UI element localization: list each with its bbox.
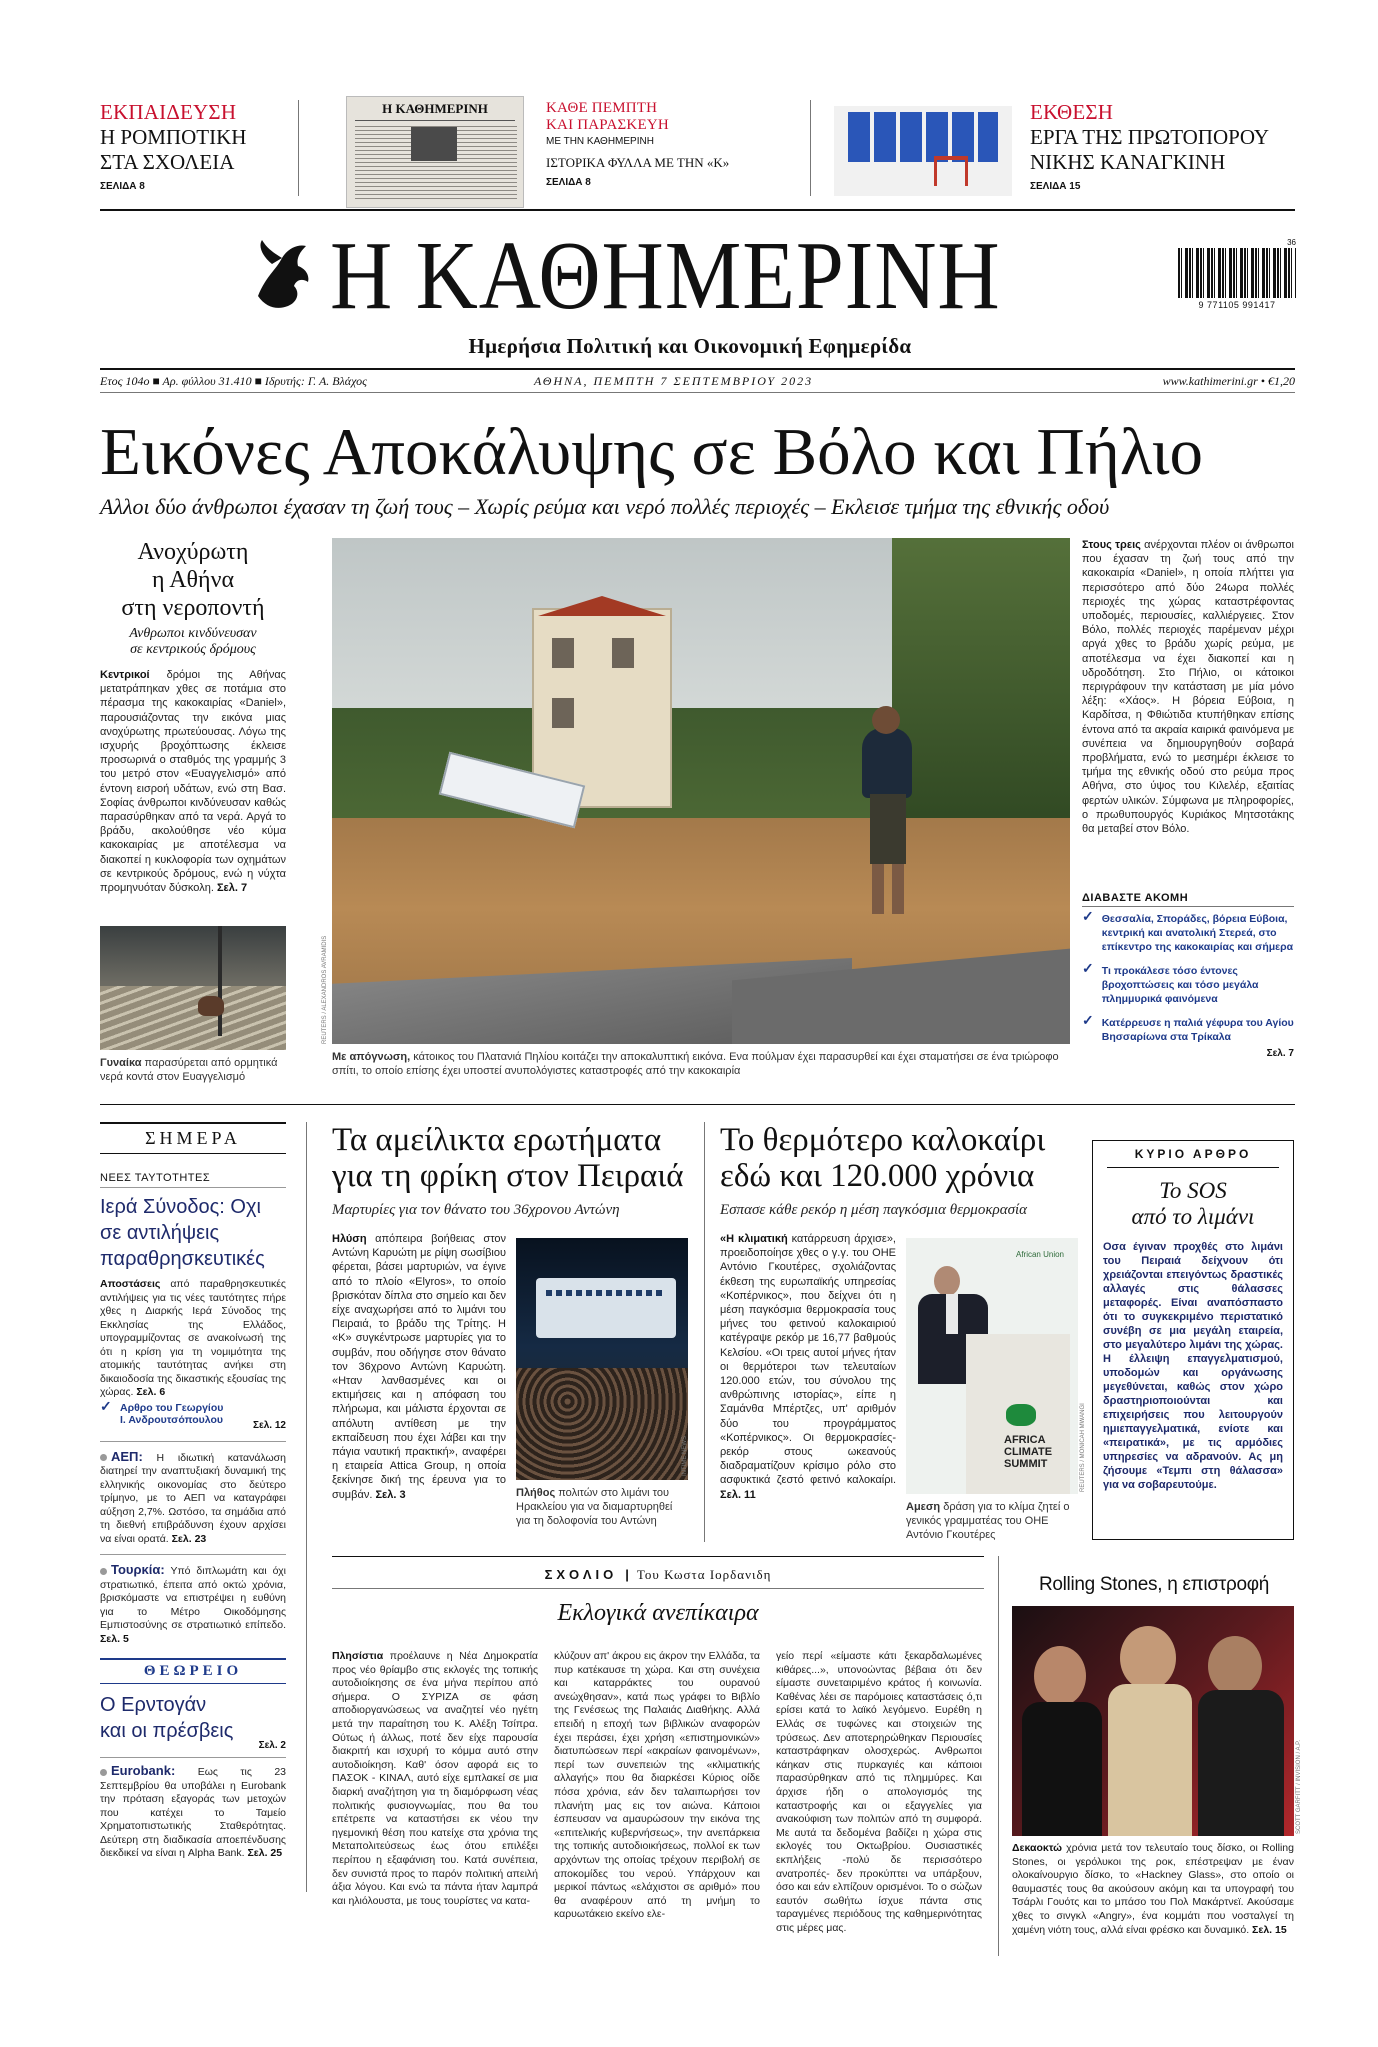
column-col-1	[332, 1650, 538, 1952]
athens-story[interactable]	[100, 538, 286, 910]
read-more-item[interactable]	[1082, 1016, 1294, 1044]
climate-sub: Εσπασε κάθε ρεκόρ η μέση παγκόσμια θερμοκρασία	[720, 1202, 1028, 1218]
editorial-label: ΚΥΡΙΟ ΑΡΘΡΟ	[1107, 1141, 1279, 1168]
climate-photo-credit: REUTERS / MONICAH MWANGI	[1080, 1403, 1086, 1492]
check-icon: ✓	[1082, 910, 1094, 925]
column-author: Του Κωστα Ιορδανιδη	[636, 1567, 772, 1582]
climate-page: Σελ. 11	[720, 1488, 756, 1501]
read-more-text: Κατέρρευσε η παλιά γέφυρα του Αγίου Βησσαρίωνα στα Τρίκαλα	[1101, 1017, 1294, 1043]
exhibition-thumbnail[interactable]	[834, 106, 1012, 196]
dateline-left: Ετος 104ο ■ Αρ. φύλλου 31.410 ■ Ιδρυτής: Γ. Α. Βλάχος	[100, 374, 367, 388]
top-rule	[100, 209, 1295, 211]
editorial-box[interactable]	[1092, 1140, 1294, 1540]
caption-text: παρασύρεται από ορμητικά νερά κοντά στον Ευαγγελισμό	[100, 1057, 278, 1083]
historic-paper-thumbnail[interactable]	[346, 96, 524, 208]
column-header[interactable]	[332, 1566, 984, 1584]
view-story[interactable]	[100, 1692, 286, 1744]
sidebar-today-label: ΣΗΜΕΡΑ	[100, 1122, 286, 1154]
teaser-title-line: ΣΤΑ ΣΧΟΛΕΙΑ	[100, 150, 235, 174]
masthead-title: Η ΚΑΘΗΜΕΡΙΝΗ	[330, 222, 1001, 330]
section-rule	[332, 1556, 984, 1557]
teaser-label: ΚΑΘΕ ΠΕΜΠΤΗ	[546, 100, 658, 116]
news-lead-word: Αποστάσεις	[100, 1278, 161, 1290]
news-title-line: παραθρησκευτικές	[100, 1248, 265, 1270]
athens-page: Σελ. 7	[216, 882, 248, 895]
column-divider	[306, 1122, 307, 1892]
athens-title-line: Ανοχύρωτη	[137, 539, 249, 565]
editorial-body: Οσα έγιναν προχθές στο λιμάνι του Πειραιά δείχνουν ότι χρειάζονται επειγόντως δραστικές αλλαγές στις θάλασσες μεταφορές. Είναι αναπόσπαστο ότι το συγκεκριμένο περιστατικό συνέβη σε μια μεγάλη εταιρεία, στο μεγαλύτερο λιμάνι της χώρας. Η έλλειψη επαγγελματισμού, υποδομών και οργάνωσης μεγεθύνεται, καθώς στον χώρο δραστηριοποιούνται και επιχειρήσεις που λειτουργούν ημιεπαγγελματικά, ενίοτε και «πειρατικά», με τις αρμόδιες υπηρεσίες να αδρανούν. Ας μη ζήσουμε «Τεμπι στη θάλασσα» για να σοβαρευτούμε.	[1103, 1241, 1283, 1491]
climate-story[interactable]	[720, 1122, 1080, 1219]
turkey-brief[interactable]	[100, 1563, 286, 1646]
column-lead-word: Πλησίστια	[332, 1650, 384, 1662]
teaser-label: ΕΚΠΑΙΔΕΥΣΗ	[100, 100, 237, 124]
athens-lead-word: Κεντρικοί	[100, 669, 150, 681]
flooded-street-photo	[100, 926, 286, 1050]
column-separator: |	[625, 1567, 629, 1582]
article-link-line: Αρθρο του Γεωργίου	[120, 1401, 224, 1414]
athens-sub: σε κεντρικούς δρόμους	[130, 642, 256, 657]
rolling-stones-photo	[1012, 1606, 1294, 1836]
teaser-page: ΣΕΛΙΔΑ 8	[100, 181, 145, 192]
piraeus-title-line: Τα αμείλικτα ερωτήματα	[332, 1122, 662, 1158]
caption-lead: Με απόγνωση,	[332, 1051, 411, 1063]
eurobank-brief[interactable]	[100, 1764, 286, 1861]
lead-subhead: Αλλοι δύο άνθρωποι έχασαν τη ζωή τους – Χωρίς ρεύμα και νερό πολλές περιοχές – Εκλεισε τμήμα της εθνικής οδού	[100, 494, 1110, 519]
editorial-title-line: Το SOS	[1159, 1178, 1227, 1203]
check-icon: ✓	[1082, 962, 1094, 977]
brief-text: Υπό διπλωμάτη και όχι στρατιωτικό, έπειτα από οκτώ χρόνια, βρισκόμαστε να επιστρέψει η ευθύνη για το Μέτρο Οικοδόμησης Εμπιστοσύνης σε στρατιωτικό επίπεδο.	[100, 1565, 286, 1631]
dateline-right: www.kathimerini.gr • €1,20	[1162, 374, 1295, 388]
view-title-line: και οι πρέσβεις	[100, 1720, 234, 1742]
sidebar	[100, 1122, 286, 1892]
read-more-item[interactable]	[1082, 912, 1294, 954]
teaser-small: ΜΕ ΤΗΝ ΚΑΘΗΜΕΡΙΝΗ	[546, 136, 654, 147]
aep-brief[interactable]	[100, 1450, 286, 1547]
brief-text: Εως τις 23 Σεπτεμβρίου θα υποβάλει η Eurobank την πρόταση εξαγοράς των μετοχών που κατέχει το Ταμείο Χρηματοπιστωτικής Σταθερότητας. Δεύτερη στη διαδικασία αποεπένδυσης διεκδικεί να είναι η Alpha Bank.	[100, 1766, 286, 1859]
brief-page: Σελ. 25	[247, 1847, 283, 1859]
teaser-title-line: ΝΙΚΗΣ ΚΑΝΑΓΚΙΝΗ	[1030, 150, 1226, 174]
piraeus-story[interactable]	[332, 1122, 692, 1219]
column-header-rule	[332, 1588, 984, 1589]
barcode-number: 9 771105 991417	[1198, 300, 1276, 310]
summit-sign-line: AFRICA	[1004, 1434, 1046, 1446]
read-more-label: ΔΙΑΒΑΣΤΕ ΑΚΟΜΗ	[1082, 892, 1294, 907]
brief-page: Σελ. 23	[171, 1532, 207, 1545]
news-body	[100, 1278, 286, 1400]
read-more-text: Τι προκάλεσε τόσο έντονες βροχοπτώσεις και τόσο μεγάλα πλημμυρικά φαινόμενα	[1101, 965, 1259, 1005]
lead-photo-caption	[332, 1050, 1070, 1078]
barcode	[1178, 238, 1296, 312]
column-col-3: γείο περί «είμαστε κάτι ξεκαρδαλωμένες κιθάρες...», υπονοώντας βέβαια ότι δεν είμαστε συνεταιριμένο κράτος ή κοινωνία. Καθένας λέει σε παρόμοιες καταστάσεις ό,τι ερίσει κατά το λαϊκό λεγόμενο. Ευρέθη η Ελλάς σε τυφώνες και στοιχειών της τρύσεως. Δεν αποτερηρώθηκαν Περιουσίες καταστράφηκαν ολοσχερώς. Ανθρωποι κάηκαν στις πυρκαγιές και κάποιοι παρασύρθηκαν από τις πλημμύρες. Και άρχισε ήδη ο απολογισμός της καταστροφής και οι εξαγγελίες για ανακούφιση των πολιτών από τη συμφορά. Με αυτά τα δεδομένα βαδίζει η χώρα στις εκλογές του Οκτωβρίου. Ουσιαστικές εκπλήξεις -πολύ δε περισσότερο ανατροπές- δεν προκύπτει να υπάρξουν, όσο και εάν ελπίζουν ορισμένοι. Το ο σώζων εαυτόν σωθήτω ίσχυε πάντα στις ταραγμένες περιόδους της καθημερινότητας στις μέρες μας.	[776, 1650, 982, 1934]
rolling-lead-word: Δεκαοκτώ	[1012, 1842, 1063, 1854]
athens-text: δρόμοι της Αθήνας μετατράπηκαν χθες σε ποτάμια στο πέρασμα της κακοκαιρίας «Daniel», παρουσιάζοντας την εικόνα μιας ανοχύρωτης πρωτεύουσας. Λόγω της ισχυρής βροχόπτωσης έκλεισε προσωρινά ο σταθμός της γραμμής 3 του μετρό στον «Ευαγγελισμό» από έντονη εισροή υδάτων, ενώ στη Βασ. Σοφίας άνθρωποι κινδύνευσαν καθώς παρασύρθηκαν από τα νερά. Αργά το βράδυ, ακολούθησε νέο κύμα κακοκαιρίας με αποτέλεσμα να διακοπεί η κυκλοφορία των οχημάτων σε κεντρικούς δρόμους, ενώ η νύχτα προμηνυόταν δύσκολη.	[100, 669, 286, 895]
lead-lead-word: Στους τρεις	[1082, 539, 1141, 551]
rolling-text: χρόνια μετά τον τελευταίο τους δίσκο, οι Rolling Stones, οι γερόλυκοι της ροκ, επέστρεψαν με έναν ολοκαίνουργιο δίσκο, το «Hackney Glass», στο οποίο οι θαυμαστές τους θα ακούσουν ακόμη και τα υπογραφή του Τσάρλι Γουότς και το μπάσο του Πολ Μακάρτνεϊ. Ακούσαμε χθες το σινγκλ «Angry», ένα κομμάτι που νοσταλγεί τη χαμένη νιότη τους, αλλά είναι φρέσκο και δυναμικό.	[1012, 1842, 1294, 1936]
divider	[298, 100, 299, 196]
climate-body	[720, 1232, 896, 1532]
news-title-line: Ιερά Σύνοδος: Οχι	[100, 1196, 261, 1218]
piraeus-photo-caption	[516, 1486, 688, 1528]
column-col-2: κλύζουν απ' άκρου εις άκρον την Ελλάδα, τα πυρ κατέκαυσε τη χώρα. Και στη συνέχεια και καταρράκτες του ουρανού ανεώχθησαν», κατά πως γράφει το Βιβλίο της Γενέσεως της Παλαιάς Διαθήκης. Αλλά επειδή η εποχή των βιβλικών αναφορών έχει περάσει, έχει χρήση «επιστημονικών» διατυπώσεων περί «ακραίων φαινομένων», περί των συνεπειών της «κλιματικής αλλαγής» που θα διαρκέσει Κύριος οίδε πόσα χρόνια, εάν δεν ταλαιπωρήσει τον πλανήτη μας εις τον αιώνα. Κάποιοι έσπευσαν να αμαυρώσουν την εικόνα της «επιτελικής κυβερνήσεως», την ανεπάρκεια της τοπικής αυτοδιοικήσεως, πολλοί εκ των αρχόντων της οποίας τρέχουν περιβολή σε αποκομίδες του νερού. Υπάρχουν και μερικοί πάντως «ελάχιστοι σε αριθμό» που θα αναφέρουν από τη μνήμη το καρυωτάκειο εκείνο ελε-	[554, 1650, 760, 1921]
lead-text: ανέρχονται πλέον οι άνθρωποι που έχασαν τη ζωή τους από την κακοκαιρία «Daniel», η οποία πλήττει για περισσότερο από δύο 24ωρα πολλές περιοχές της χώρας καταστρέφοντας υποδομές, περιουσίες, καλλιέργειες. Στον Βόλο, πολλές περιοχές παρέμεναν μέχρι αργά χθες το βράδυ χωρίς ρεύμα, με αποτέλεσμα να έχει διακοπεί και η υδροδότηση. Στο Πήλιο, οι κάτοικοι περιγράφουν την κατάσταση με μία μόνο λέξη: «Χάος». Η βόρεια Εύβοια, η Καρδίτσα, η Φθιώτιδα κτυπήθηκαν επίσης έντονα από τα ακραία καιρικά φαινόμενα με συνέπεια να δημιουργηθούν σοβαρά προβλήματα, ενώ το μεσημέρι έκλεισε το τμήμα της εθνικής οδού στο ρεύμα προς Αθήνα, στο ύψος του Κιλελέρ, εξαιτίας φερτών υλικών. Σύμφωνα με πληροφορίες, ο πρωθυπουργός Κυριάκος Μητσοτάκης θα μεταβεί στον Βόλο.	[1082, 539, 1294, 836]
read-more-text: Θεσσαλία, Σποράδες, βόρεια Εύβοια, κεντρική και ανατολική Στερεά, στο επίκεντρο της κακοκαιρίας και σήμερα	[1101, 913, 1294, 953]
view-label: ΘΕΩΡΕΙΟ	[100, 1658, 286, 1684]
news-story[interactable]	[100, 1194, 286, 1272]
lead-headline[interactable]: Εικόνες Αποκάλυψης σε Βόλο και Πήλιο	[100, 415, 1204, 489]
check-icon: ✓	[1082, 1014, 1094, 1029]
athens-photo-caption	[100, 1056, 286, 1084]
caption-lead: Πλήθος	[516, 1487, 556, 1499]
climate-title-line: Το θερμότερο καλοκαίρι	[720, 1122, 1046, 1158]
caption-lead: Γυναίκα	[100, 1057, 142, 1069]
teaser-label: ΕΚΘΕΣΗ	[1030, 100, 1114, 124]
lead-flood-photo	[332, 538, 1070, 1044]
african-union-logo: African Union	[1015, 1250, 1065, 1259]
climate-lead-word: «Η κλιματική	[720, 1233, 788, 1245]
piraeus-lead-word: Ηλύση	[332, 1233, 367, 1245]
caption-lead: Αμεση	[906, 1501, 941, 1513]
divider	[810, 100, 811, 196]
athens-title-line: στη νεροποντή	[121, 595, 265, 621]
news-title-line: σε αντιλήψεις	[100, 1222, 220, 1244]
rolling-page: Σελ. 15	[1252, 1923, 1287, 1936]
column-label: ΣΧΟΛΙΟ	[544, 1567, 618, 1582]
teaser-page: ΣΕΛΙΔΑ 8	[546, 177, 591, 188]
news-page: Σελ. 6	[136, 1386, 166, 1398]
article-link-line: Ι. Ανδρουτσόπουλου	[120, 1413, 223, 1426]
section-rule	[100, 1104, 1295, 1105]
dateline-center: ΑΘΗΝΑ, ΠΕΜΠΤΗ 7 ΣΕΠΤΕΜΒΡΙΟΥ 2023	[534, 374, 814, 388]
read-more-page: Σελ. 7	[1266, 1048, 1294, 1059]
piraeus-text: απόπειρα βοήθειας στον Αντώνη Καρυώτη με ρίψη σωσίβιου φέρεται, βάσει μαρτυριών, να έγινε από το πλοίο «Elyros», το οποίο βρισκόταν δίπλα στο σημείο και δεν είχε αναχωρήσει από το λιμάνι του Πειραιά, το βράδυ της Τρίτης. Η «Κ» συγκέντρωσε μαρτυρίες για το συμβάν, που οδήγησε στον θάνατο τον 36χρονο Αντώνη Καρυώτη. «Ηταν λανθασμένες και οι εκτιμήσεις και η απόφαση του πλήρωμα, και μάλιστα έρχονται σε απόλυτη αντίθεση με την εκπαίδευση που έχει λάβει και την πάγια ναυτική πρακτική», αναφέρει η εταιρεία Attica Group, η οποία ξεκίνησε δική της έρευνα για το συμβάν.	[332, 1233, 506, 1501]
brief-text: Η ιδιωτική κατανάλωση διατηρεί την αναπτυξιακή δυναμική της ελληνικής οικονομίας στο δεύτερο τρίμηνο, με το ΑΕΠ να καταγράφει αύξηση 2,7%. Ωστόσο, τα σημάδια από τη διεθνή επιβράδυνση έχουν αρχίσει να είναι ορατά.	[100, 1451, 286, 1545]
teaser-title-line: ΕΡΓΑ ΤΗΣ ΠΡΩΤΟΠΟΡΟΥ	[1030, 125, 1270, 149]
column-divider	[704, 1122, 705, 1542]
article-page: Σελ. 12	[253, 1419, 286, 1431]
lead-photo-credit: REUTERS / ALEXANDROS AVRAMIDIS	[322, 935, 328, 1044]
teaser-education[interactable]	[100, 100, 280, 196]
teaser-exhibition[interactable]	[1030, 100, 1290, 196]
view-title-line: Ο Ερντογάν	[100, 1694, 207, 1716]
griffin-logo-icon	[248, 236, 318, 316]
piraeus-sub: Μαρτυρίες για τον θάνατο του 36χρονου Αντώνη	[332, 1202, 620, 1218]
dateline-top-rule	[100, 368, 1295, 370]
teaser-historic[interactable]	[546, 100, 796, 196]
bullet-icon	[100, 1769, 107, 1776]
brief-title: ΑΕΠ:	[111, 1448, 143, 1464]
brief-title: Τουρκία:	[111, 1562, 165, 1577]
barcode-issue: 36	[1287, 238, 1296, 247]
view-page: Σελ. 2	[258, 1740, 286, 1751]
climate-text: κατάρρευση άρχισε», προειδοποίησε χθες ο γ.γ. του ΟΗΕ Αντόνιο Γκουτέρες, σχολιάζοντας έκθεση της ευρωπαϊκής υπηρεσίας «Κοπέρνικος», που δείχνει ότι η μέση παγκόσμια θερμοκρασία τους μήνες του φετινού καλοκαιριού κατέγραψε ρεκόρ με 16,77 βαθμούς Κελσίου. «Οι τρεις αυτοί μήνες ήταν οι θερμότεροι των τελευταίων 120.000 ετών, του σύνολου της ανθρώπινης ιστορίας», είπε η Σαμάνθα Μπέρτζες, υπ' αριθμόν δύο του προγράμματος «Κοπέρνικος». Οι θερμοκρασίες-ρεκόρ στους ωκεανούς διαδραματίζουν κρίσιμο ρόλο στο ασφυκτικά ζεστό φετινό καλοκαίρι.	[720, 1233, 896, 1487]
caption-text: πολιτών στο λιμάνι του Ηρακλείου για να διαμαρτυρηθεί για τη δολοφονία του Αντώνη	[516, 1487, 673, 1527]
column-divider	[998, 1556, 999, 1956]
column-title[interactable]: Εκλογικά ανεπίκαιρα	[557, 1600, 759, 1626]
dateline-bottom-rule	[100, 392, 1295, 393]
heraklion-port-photo	[516, 1238, 688, 1480]
rolling-photo-credit: SCOTT GARFITT / INVISION / A.P.	[1296, 1739, 1302, 1834]
athens-sub: Ανθρωποι κινδύνευσαν	[129, 626, 257, 641]
news-text: από παραθρησκευτικές αντιλήψεις για τις νέες ταυτότητες πήρε χθες η Διαρκής Ιερά Σύνοδος της Εκκλησίας της Ελλάδος, υπογραμμίζοντας σε ανακοίνωσή της ότι η κρίση για τη νομιμότητα της ατομικής ταυτότητας ανήκει στη δικαιοδοσία της δικαστικής εξουσίας της χώρας.	[100, 1278, 286, 1398]
piraeus-page: Σελ. 3	[375, 1488, 406, 1501]
brief-title: Eurobank:	[111, 1763, 176, 1778]
teaser-page: ΣΕΛΙΔΑ 15	[1030, 181, 1081, 192]
athens-title-line: η Αθήνα	[151, 567, 235, 593]
guterres-photo	[906, 1238, 1078, 1494]
news-label: ΝΕΕΣ ΤΑΥΤΟΤΗΤΕΣ	[100, 1172, 286, 1188]
summit-sign-line: SUMMIT	[1004, 1458, 1048, 1470]
piraeus-title-line: για τη φρίκη στον Πειραιά	[332, 1158, 684, 1194]
rolling-body	[1012, 1842, 1294, 1936]
teaser-title: ΙΣΤΟΡΙΚΑ ΦΥΛΛΑ ΜΕ ΤΗΝ «Κ»	[546, 155, 730, 170]
thumb-masthead: Η ΚΑΘΗΜΕΡΙΝΗ	[382, 101, 488, 116]
teaser-title-line: Η ΡΟΜΠΟΤΙΚΗ	[100, 125, 247, 149]
editorial-title-line: από το λιμάνι	[1131, 1204, 1255, 1229]
column-text: προέλαυνε η Νέα Δημοκρατία προς νέο θρίαμβο στις εκλογές της τοπικής αυτοδιοίκησης σε ένα μήνα περίπου από σήμερα. Ο ΣΥΡΙΖΑ σε φάση αποδιοργανώσεως να αναζητεί νέο ηγέτη μετά την παραίτηση του Κ. Αλέξη Τσίπρα. Ούτως ή άλλως, ποτέ δεν είχε παρουσία διακριτή και ισχυρή το κόμμα αυτό στην αυτοδιοίκηση. Καθ' όσον αφορά εις το ΠΑΣΟΚ - ΚΙΝΑΛ, αυτό είχε εμπλακεί σε μια διαρκή αναζήτηση για τη διαμόρφωση νέας πολιτικής φυσιογνωμίας, που θα του επέτρεπε να καταστήσει εκ νέου την ηγεμονική θέση που κατείχε στα χρόνια της Μεταπολιτεύσεως έως ότου επιλέξει περίπου η εξαφάνιση του. Κατά συνέπεια, δεν συνιστά προς το παρόν πολιτική απειλή άξια λόγου. Και ενώ τα πάντα ήταν λαμπρά και ηλιόλουστα, με τους τουρίστες να κατα-	[332, 1650, 538, 1907]
read-more-list	[1082, 912, 1294, 1059]
climate-photo-caption	[906, 1500, 1078, 1542]
bullet-icon	[100, 1568, 107, 1575]
lead-body	[1082, 538, 1294, 884]
climate-title-line: εδώ και 120.000 χρόνια	[720, 1158, 1035, 1194]
brief-page: Σελ. 5	[100, 1632, 129, 1645]
check-icon: ✓	[100, 1399, 112, 1415]
rolling-title[interactable]: Rolling Stones, η επιστροφή	[1038, 1574, 1270, 1595]
bullet-icon	[100, 1454, 107, 1461]
read-more-item[interactable]	[1082, 964, 1294, 1006]
caption-text: δράση για το κλίμα ζητεί ο γενικός γραμματέας του ΟΗΕ Αντόνιο Γκουτέρες	[906, 1501, 1070, 1541]
teaser-label: ΚΑΙ ΠΑΡΑΣΚΕΥΗ	[546, 117, 669, 133]
caption-text: κάτοικος του Πλατανιά Πηλίου κοιτάζει την αποκαλυπτική εικόνα. Ενα πούλμαν έχει παρασυρθεί και έχει σταματήσει σε ένα τριώροφο σπίτι, το οποίο επίσης έχει υποστεί ανυπολόγιστες καταστροφές από την κακοκαιρία	[332, 1051, 1059, 1077]
piraeus-body	[332, 1232, 506, 1532]
athens-body	[100, 668, 286, 910]
piraeus-photo-credit: INTIME NEWS	[682, 1436, 688, 1476]
masthead-subtitle: Ημερήσια Πολιτική και Οικονομική Εφημερίδα	[468, 334, 912, 358]
summit-sign-line: CLIMATE	[1004, 1446, 1053, 1458]
